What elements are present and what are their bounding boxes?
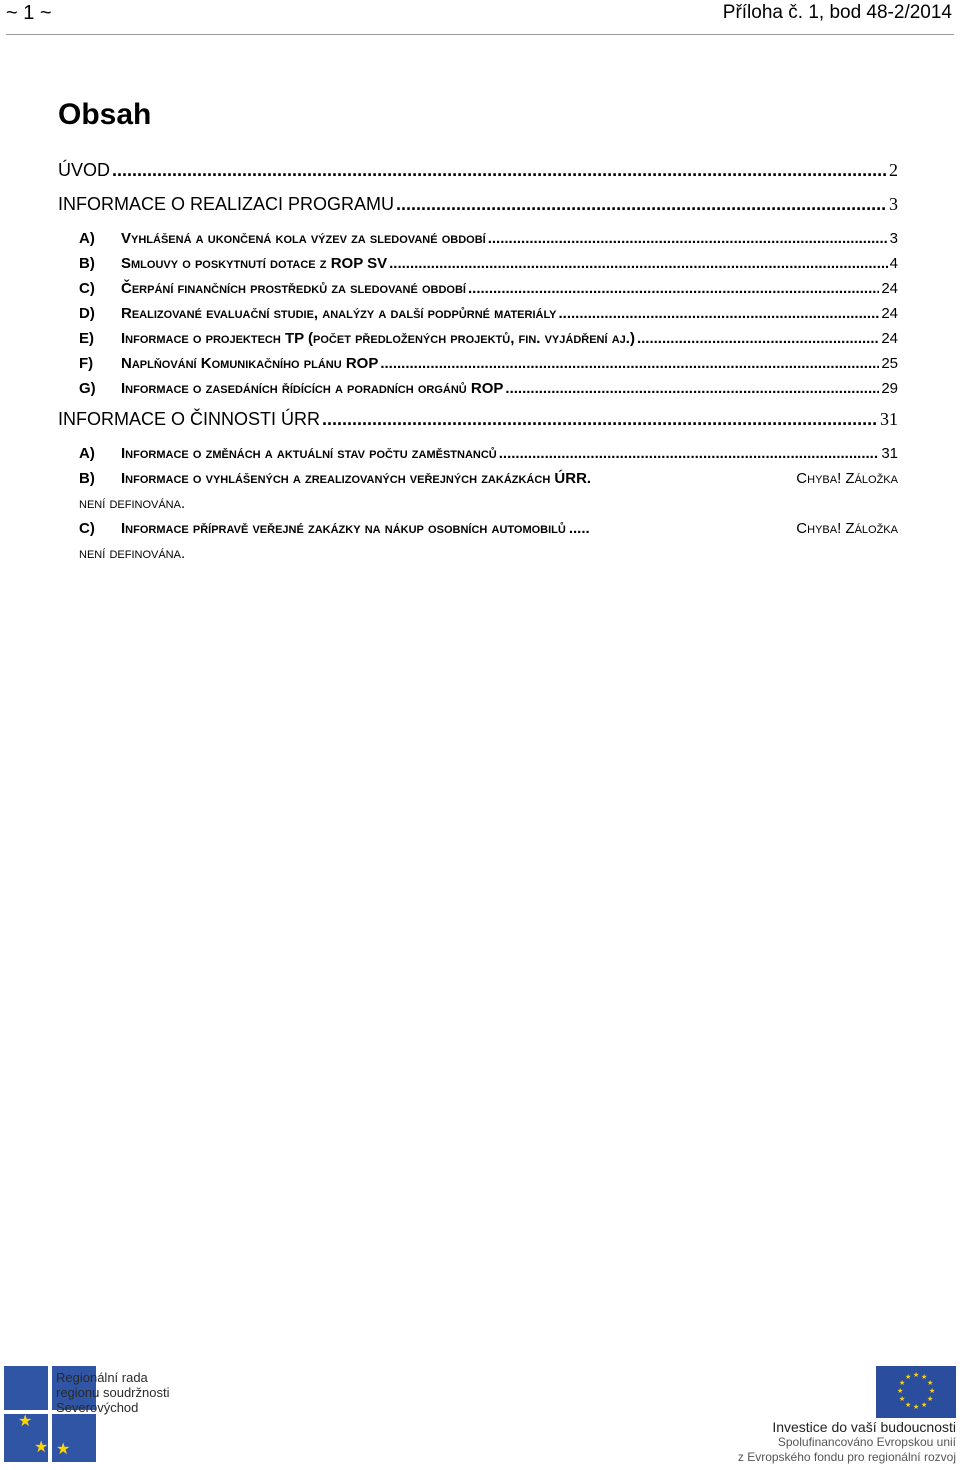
dot-leader (389, 251, 888, 276)
svg-text:★: ★ (927, 1395, 934, 1403)
toc-entry-uvod[interactable] (58, 154, 898, 188)
svg-text:★: ★ (913, 1403, 920, 1411)
toc-entry-text: INFORMACE O REALIZACI PROGRAMU (58, 194, 395, 214)
toc-item-letter: A) (79, 230, 95, 247)
toc-item-letter: B) (79, 255, 95, 272)
toc-page-number: 4 (889, 255, 898, 272)
toc-page-number: 29 (881, 380, 898, 397)
dot-leader (488, 226, 888, 251)
toc-subentry-b[interactable] (58, 251, 898, 276)
regional-council-logo (4, 1366, 204, 1466)
toc-item-letter: C) (79, 520, 95, 537)
toc-entry-text: INFORMACE O ČINNOSTI ÚRR (58, 409, 321, 429)
svg-text:★: ★ (897, 1387, 904, 1395)
svg-text:★: ★ (899, 1395, 906, 1403)
svg-text:★: ★ (56, 1439, 71, 1458)
toc-page-number: 24 (881, 330, 898, 347)
dot-leader (396, 188, 887, 220)
toc-page-number: 31 (881, 445, 898, 462)
toc-item-letter: B) (79, 470, 95, 487)
toc-page-number: 25 (881, 355, 898, 372)
bookmark-error: Chyba! Záložka (796, 470, 898, 487)
dot-leader (505, 376, 879, 401)
toc-entry-text: Naplňování Komunikačního plánu ROP (121, 355, 379, 372)
svg-text:★: ★ (905, 1401, 912, 1409)
toc-entry-text: Realizované evaluační studie, analýzy a další podpůrné materiály (121, 305, 557, 322)
dot-leader (322, 403, 878, 435)
toc-entry-text: Informace o projektech TP (počet předložených projektů, fin. vyjádření aj.) (121, 330, 635, 347)
svg-text:★: ★ (929, 1387, 936, 1395)
toc-page-number: 24 (881, 280, 898, 297)
eu-funding-logo (726, 1366, 956, 1466)
page-header (6, 0, 954, 35)
toc-subentry-c[interactable] (58, 276, 898, 301)
toc-page-number: 24 (881, 305, 898, 322)
toc-entry-text: Smlouvy o poskytnutí dotace z ROP SV (121, 255, 388, 272)
bookmark-error-continued: není definována. (79, 495, 186, 512)
toc-subentry-a[interactable] (58, 226, 898, 251)
dot-leader: ..... (568, 520, 590, 537)
toc-entry-text: Informace o změnách a aktuální stav počtu zaměstnanců (121, 445, 497, 462)
logo-line: Severovýchod (56, 1400, 139, 1415)
bookmark-error: Chyba! Záložka (796, 520, 898, 537)
logo-line: z Evropského fondu pro regionální rozvoj (737, 1450, 956, 1464)
toc-subentry-d[interactable] (58, 301, 898, 326)
toc-entry-text: ÚVOD (58, 160, 111, 180)
toc-entry-text: Vyhlášená a ukončená kola výzev za sledované období (121, 230, 486, 247)
dot-leader (468, 276, 879, 301)
toc-subentry-g[interactable] (58, 376, 898, 401)
toc-page-number: 3 (889, 230, 898, 247)
toc-entry-realizace[interactable] (58, 188, 898, 222)
toc-page-number: 31 (880, 409, 898, 429)
dot-leader (380, 351, 879, 376)
dot-leader (499, 441, 880, 466)
svg-text:★: ★ (921, 1401, 928, 1409)
dot-leader (559, 301, 880, 326)
toc-subentry-f[interactable] (58, 351, 898, 376)
bookmark-error-continued: není definována. (79, 545, 186, 562)
attachment-reference: Příloha č. 1, bod 48-2/2014 (722, 2, 952, 23)
logo-line: regionu soudržnosti (56, 1385, 170, 1400)
svg-text:★: ★ (927, 1379, 934, 1387)
eu-funding-text (738, 1420, 956, 1465)
svg-text:★: ★ (899, 1379, 906, 1387)
table-of-contents (58, 154, 898, 566)
eu-flag-icon (876, 1366, 956, 1418)
toc-page-number: 2 (889, 160, 898, 180)
toc-entry-text: Informace přípravě veřejné zakázky na nákup osobních automobilů (121, 520, 566, 537)
toc-entry-urr[interactable] (58, 403, 898, 437)
logo-line: Spolufinancováno Evropskou unií (777, 1435, 956, 1449)
toc-page-number: 3 (889, 194, 898, 214)
toc-entry-text: Informace o zasedáních řídících a poradních orgánů ROP (121, 380, 504, 397)
toc-entry-text: Čerpání finančních prostředků za sledované období (121, 280, 466, 297)
logo-line: Investice do vaší budoucnosti (772, 1419, 956, 1435)
toc-item-letter: E) (79, 330, 94, 347)
regional-council-name (56, 1370, 169, 1415)
toc-item-letter: A) (79, 445, 95, 462)
svg-text:★: ★ (913, 1371, 920, 1379)
svg-text:★: ★ (905, 1373, 912, 1381)
toc-item-letter: D) (79, 305, 95, 322)
toc-subentry-urr-b[interactable] (58, 466, 898, 516)
page-number: ~ 1 ~ (6, 2, 52, 24)
logo-line: Regionální rada (56, 1370, 148, 1385)
toc-title: Obsah (58, 98, 152, 131)
svg-text:★: ★ (921, 1373, 928, 1381)
toc-subentry-e[interactable] (58, 326, 898, 351)
toc-item-letter: G) (79, 380, 96, 397)
dot-leader (112, 154, 887, 186)
toc-item-letter: F) (79, 355, 94, 372)
svg-text:★: ★ (18, 1411, 33, 1430)
toc-subentry-urr-c[interactable] (58, 516, 898, 566)
toc-subentry-urr-a[interactable] (58, 441, 898, 466)
toc-item-letter: C) (79, 280, 95, 297)
dot-leader (637, 326, 879, 351)
svg-text:★: ★ (34, 1437, 49, 1456)
toc-entry-text: Informace o vyhlášených a zrealizovaných veřejných zakázkách ÚRR. (121, 470, 592, 487)
